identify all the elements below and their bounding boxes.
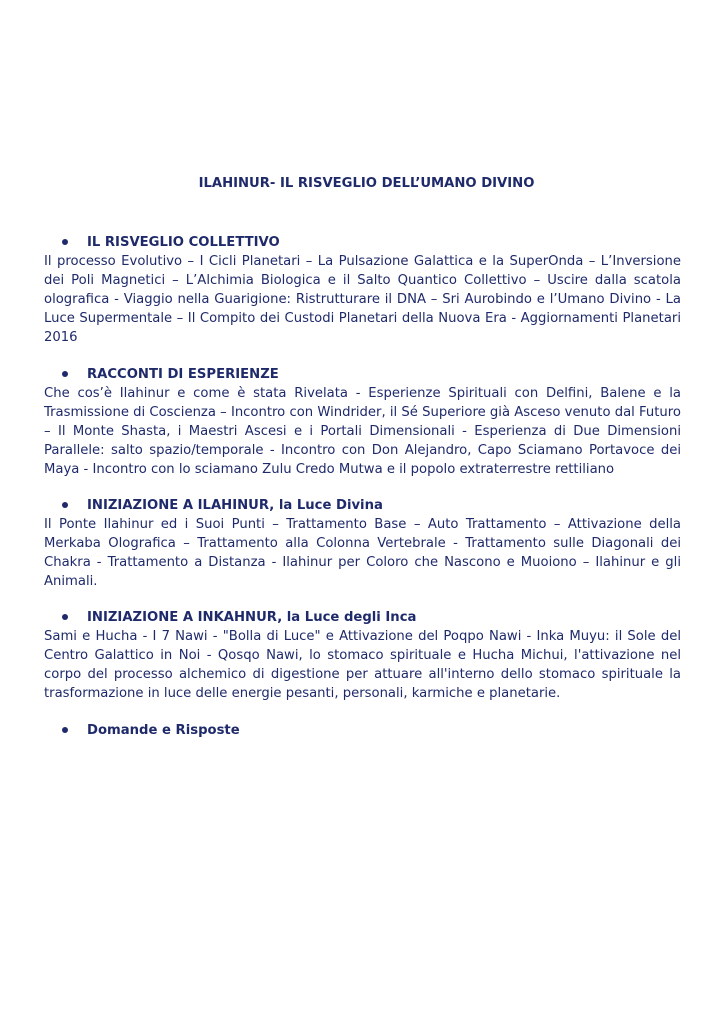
bullet-icon (62, 727, 68, 733)
document-page (44, 174, 681, 740)
bullet-icon (62, 502, 68, 508)
section-heading (62, 364, 681, 384)
section-body: Il processo Evolutivo – I Cicli Planetari – La Pulsazione Galattica e la SuperOnda – L’Inversione dei Poli Magnetici – L’Alchimia Biologica e il Salto Quantico Collettivo – Uscire dalla scatola olografica - Viaggio nella Guarigione: Ristrutturare il DNA – Sri Aurobindo e l’Umano Divino - La Luce Supermentale – Il Compito dei Custodi Planetari della Nuova Era - Aggiornamenti Planetari 2016 (44, 254, 681, 345)
section-heading-text: IL RISVEGLIO COLLETTIVO (87, 234, 280, 250)
section-iniziazione-ilahinur (44, 495, 681, 591)
section-heading (62, 607, 681, 627)
section-heading-text: INIZIAZIONE A ILAHINUR, la Luce Divina (87, 497, 383, 513)
section-heading-text: INIZIAZIONE A INKAHNUR, la Luce degli Inca (87, 609, 417, 625)
section-risveglio-collettivo (44, 232, 681, 347)
bullet-icon (62, 614, 68, 620)
section-heading (62, 720, 681, 740)
section-body: Il Ponte Ilahinur ed i Suoi Punti – Trattamento Base – Auto Trattamento – Attivazione della Merkaba Olografica – Trattamento alla Colonna Vertebrale - Trattamento sulle Diagonali dei Chakra - Trattamento a Distanza - Ilahinur per Coloro che Nascono e Muoiono – Ilahinur e gli Animali. (44, 517, 681, 589)
section-heading (62, 232, 681, 252)
section-heading (62, 495, 681, 515)
document-title: ILAHINUR- IL RISVEGLIO DELL’UMANO DIVINO (198, 176, 535, 191)
section-racconti-di-esperienze (44, 364, 681, 479)
bullet-icon (62, 371, 68, 377)
bullet-icon (62, 239, 68, 245)
section-domande-e-risposte (44, 720, 681, 740)
section-heading-text: Domande e Risposte (87, 722, 240, 738)
section-body: Sami e Hucha - I 7 Nawi - "Bolla di Luce" e Attivazione del Poqpo Nawi - Inka Muyu: il Sole del Centro Galattico in Noi - Qosqo Nawi, lo stomaco spirituale e Hucha Michui, l'attivazione nel corpo del processo alchemico di digestione per attuare all'interno dello stomaco spirituale la trasformazione in luce delle energie pesanti, personali, karmiche e planetarie. (44, 629, 681, 701)
section-iniziazione-inkahnur (44, 607, 681, 703)
section-body: Che cos’è Ilahinur e come è stata Rivelata - Esperienze Spirituali con Delfini, Balene e la Trasmissione di Coscienza – Incontro con Windrider, il Sé Superiore già Asceso venuto dal Futuro – Il Monte Shasta, i Maestri Ascesi e i Portali Dimensionali - Esperienza di Due Dimensioni Parallele: salto spazio/temporale - Incontro con Don Alejandro, Capo Sciamano Portavoce dei Maya - Incontro con lo sciamano Zulu Credo Mutwa e il popolo extraterrestre rettiliano (44, 386, 681, 477)
section-heading-text: RACCONTI DI ESPERIENZE (87, 366, 279, 382)
